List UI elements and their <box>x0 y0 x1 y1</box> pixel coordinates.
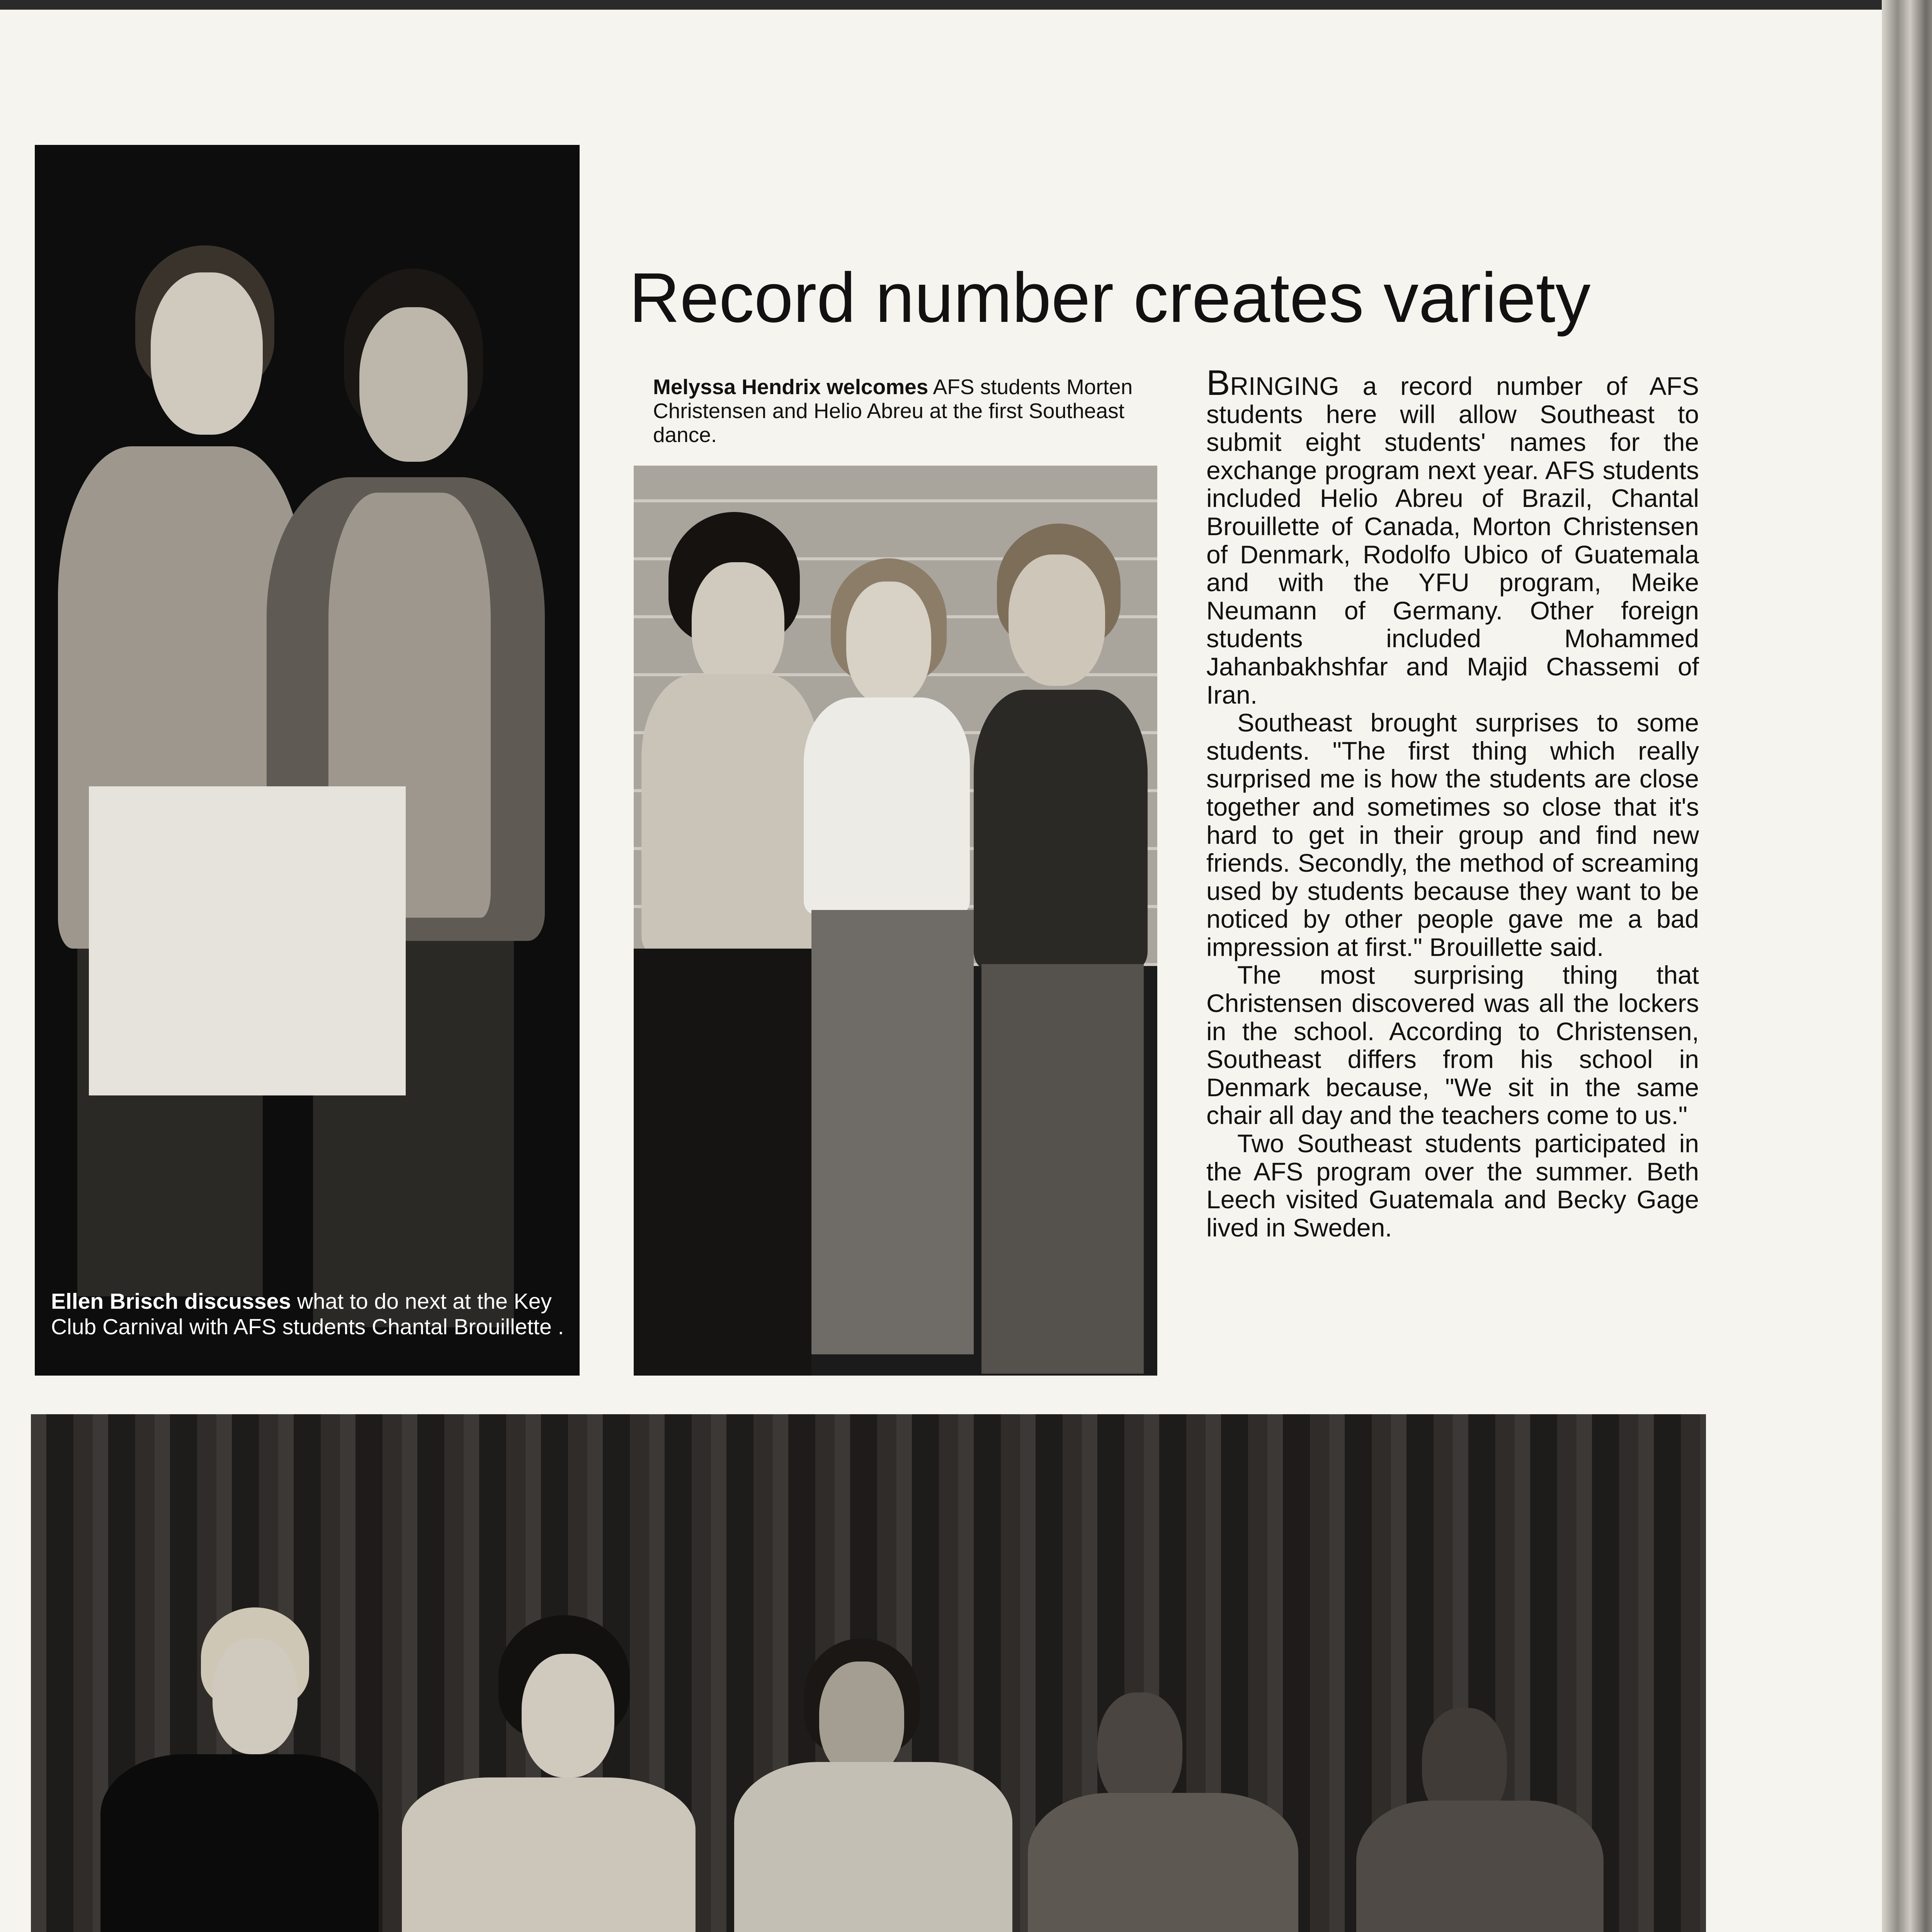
figure-afs-shirt <box>100 1754 379 1932</box>
page-headline: Record number creates variety <box>629 258 1591 337</box>
article-body <box>1206 363 1699 1242</box>
figure-white-shirt <box>734 1762 1012 1932</box>
caption-center-photo <box>653 375 1144 447</box>
figure-shirt <box>1356 1801 1604 1932</box>
figure-head <box>1009 554 1105 686</box>
figure-head <box>1097 1692 1182 1808</box>
figure-head <box>359 307 468 462</box>
figure-head <box>522 1654 614 1777</box>
drop-cap: B <box>1206 363 1230 403</box>
caption-text: AFS students Morten Christensen and Helio Abreu at the first Southeast dance. <box>653 375 1133 447</box>
photo-southeast-dance <box>634 466 1157 1376</box>
figure-shirt <box>1028 1793 1298 1932</box>
photo-key-club-carnival <box>35 145 580 1376</box>
figure-head <box>692 562 784 690</box>
photo-assembly <box>31 1414 1706 1932</box>
caption-left-photo <box>51 1289 565 1340</box>
figure-white-blouse <box>804 697 970 914</box>
figure-striped-shirt <box>641 674 819 952</box>
papers-held <box>89 786 406 1095</box>
figure-head <box>151 272 263 435</box>
book-edge <box>1882 0 1932 1932</box>
figure-head <box>819 1662 904 1777</box>
figure-jeans <box>811 910 974 1354</box>
article-paragraph: Southeast brought surprises to some students. "The first thing which really surprised me is how the students are close together and sometimes so close that it's hard to get in their group and find new friends. Secondly, the method of screaming used by students because they want to be noticed by other people gave me a bad impression at first." Brouillette said. <box>1206 708 1699 961</box>
caption-names: Ellen Brisch discusses <box>51 1289 291 1314</box>
article-paragraph: The most surprising thing that Christensen discovered was all the lockers in the school. According to Christensen, Southeast differs from his school in Denmark because, "We sit in the same chair all day and the teachers come to us." <box>1206 961 1699 1130</box>
caption-text: what to do next at the Key Club Carnival with AFS students Chantal Brouillette . <box>51 1289 564 1339</box>
article-paragraph: BRINGING a record number of AFS students here will allow Southeast to submit eight students' names for the exchange program next year. AFS students included Helio Abreu of Brazil, Chantal Brouillette of Canada, Morton Christensen of Denmark, Rodolfo Ubico of Guatemala and with the YFU program, Meike Neumann of Germany. Other foreign students included Mohammed Jahanbakhshfar and Majid Chassemi of Iran. <box>1206 363 1699 709</box>
figure-head <box>213 1638 298 1754</box>
article-paragraph: Two Southeast students participated in the AFS program over the summer. Beth Leech visited Guatemala and Becky Gage lived in Sweden. <box>1206 1129 1699 1242</box>
figure-dark-tshirt <box>974 690 1148 968</box>
scan-top-border <box>0 0 1932 10</box>
figure-jeans <box>981 964 1144 1374</box>
caption-names: Melyssa Hendrix welcomes <box>653 375 929 399</box>
figure-head <box>846 582 931 705</box>
figure-shirt <box>402 1777 696 1932</box>
figure-dark-pants <box>634 949 811 1376</box>
